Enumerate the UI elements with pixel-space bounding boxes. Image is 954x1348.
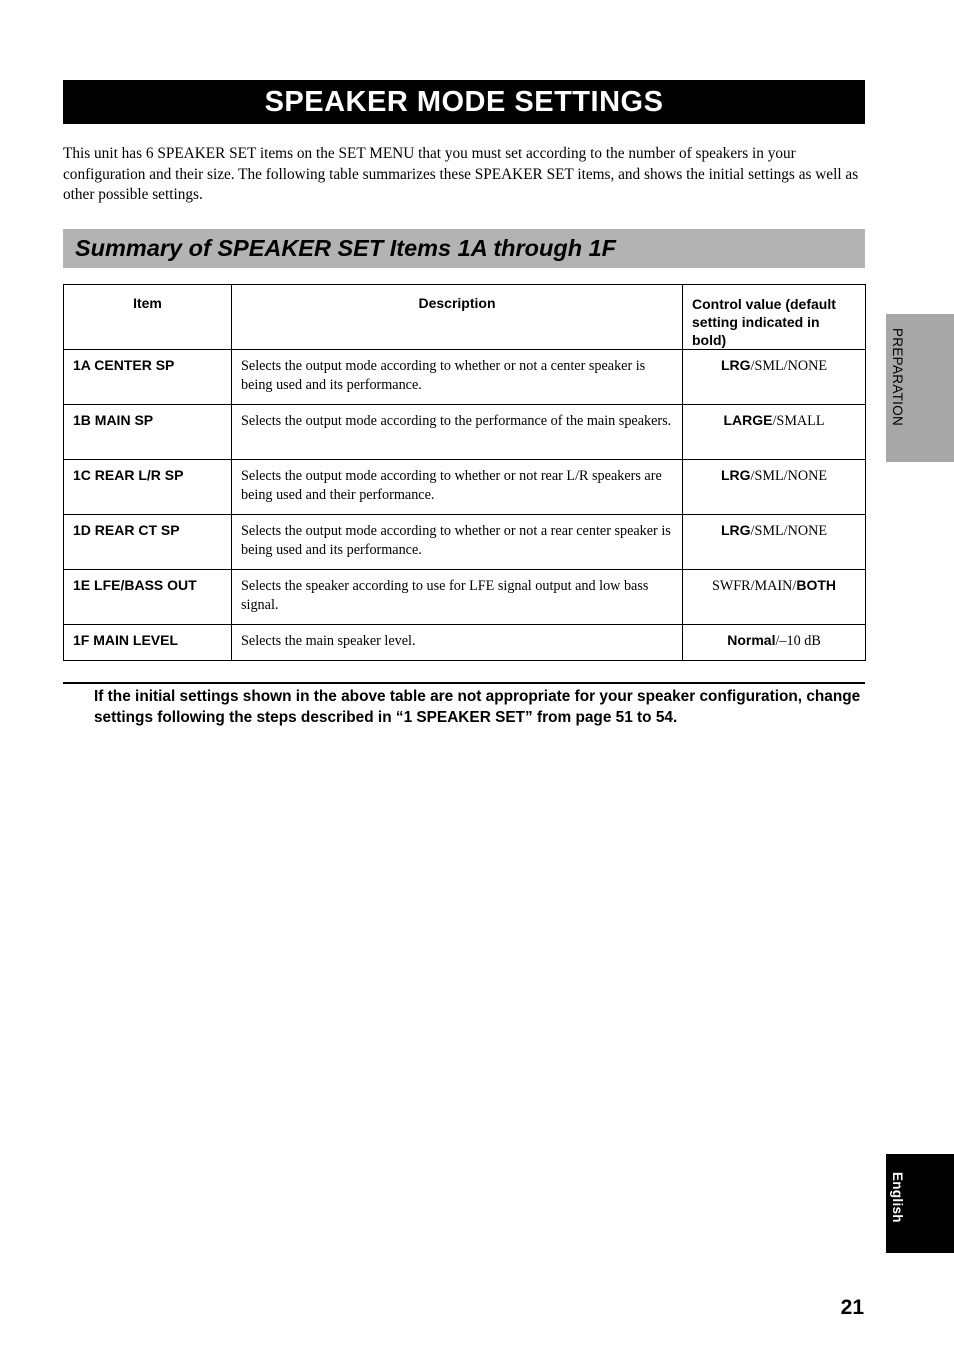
row-item: 1D REAR CT SP [64,515,232,570]
table-row [64,405,866,460]
speaker-set-table [63,284,866,661]
row-control-value: Normal/–10 dB [683,625,866,661]
header-description: Description [232,285,683,350]
header-item: Item [64,285,232,350]
default-value: BOTH [796,577,837,593]
row-description: Selects the main speaker level. [232,625,683,661]
row-control-value: LARGE/SMALL [683,405,866,460]
table-header-row [64,285,866,350]
default-value: LRG [720,357,751,373]
row-description: Selects the speaker according to use for LFE signal output and low bass signal. [232,570,683,625]
section-header [63,229,865,268]
table-row [64,515,866,570]
row-description: Selects the output mode according to whether or not a rear center speaker is being used and its performance. [232,515,683,570]
default-value: Normal [727,632,776,648]
side-tab-label: English [890,1172,905,1223]
row-control-value: LRG/SML/NONE [683,515,866,570]
row-item: 1C REAR L/R SP [64,460,232,515]
page-title: SPEAKER MODE SETTINGS [63,80,865,124]
row-description: Selects the output mode according to whether or not a center speaker is being used and its performance. [232,350,683,405]
table-row [64,570,866,625]
row-item: 1A CENTER SP [64,350,232,405]
table-row [64,460,866,515]
table-row [64,625,866,661]
default-value: LRG [720,467,751,483]
row-item: 1F MAIN LEVEL [64,625,232,661]
default-value: LRG [720,522,751,538]
side-tab-preparation [886,314,954,462]
row-control-value: LRG/SML/NONE [683,350,866,405]
note-text: If the initial settings shown in the above table are not appropriate for your speaker configuration, change settings following the steps described in “1 SPEAKER SET” from page 51 to 54. [94,688,861,726]
side-tab-language [886,1154,954,1253]
table-row [64,350,866,405]
row-control-value: LRG/SML/NONE [683,460,866,515]
row-control-value: SWFR/MAIN/BOTH [683,570,866,625]
section-title: Summary of SPEAKER SET Items 1A through 1F [75,235,617,261]
intro-paragraph: This unit has 6 SPEAKER SET items on the SET MENU that you must set according to the number of speakers in your configuration and their size. The following table summarizes these SPEAKER SET items, and shows the initial settings as well as other possible settings. [63,145,859,203]
default-value: LARGE [723,412,773,428]
side-tab-label: PREPARATION [890,328,905,427]
row-item: 1E LFE/BASS OUT [64,570,232,625]
note-divider [63,682,865,684]
row-item: 1B MAIN SP [64,405,232,460]
row-description: Selects the output mode according to the performance of the main speakers. [232,405,683,460]
header-control-value: Control value (default setting indicated in bold) [683,285,866,350]
page-number: 21 [840,1296,864,1319]
row-description: Selects the output mode according to whether or not rear L/R speakers are being used and their performance. [232,460,683,515]
